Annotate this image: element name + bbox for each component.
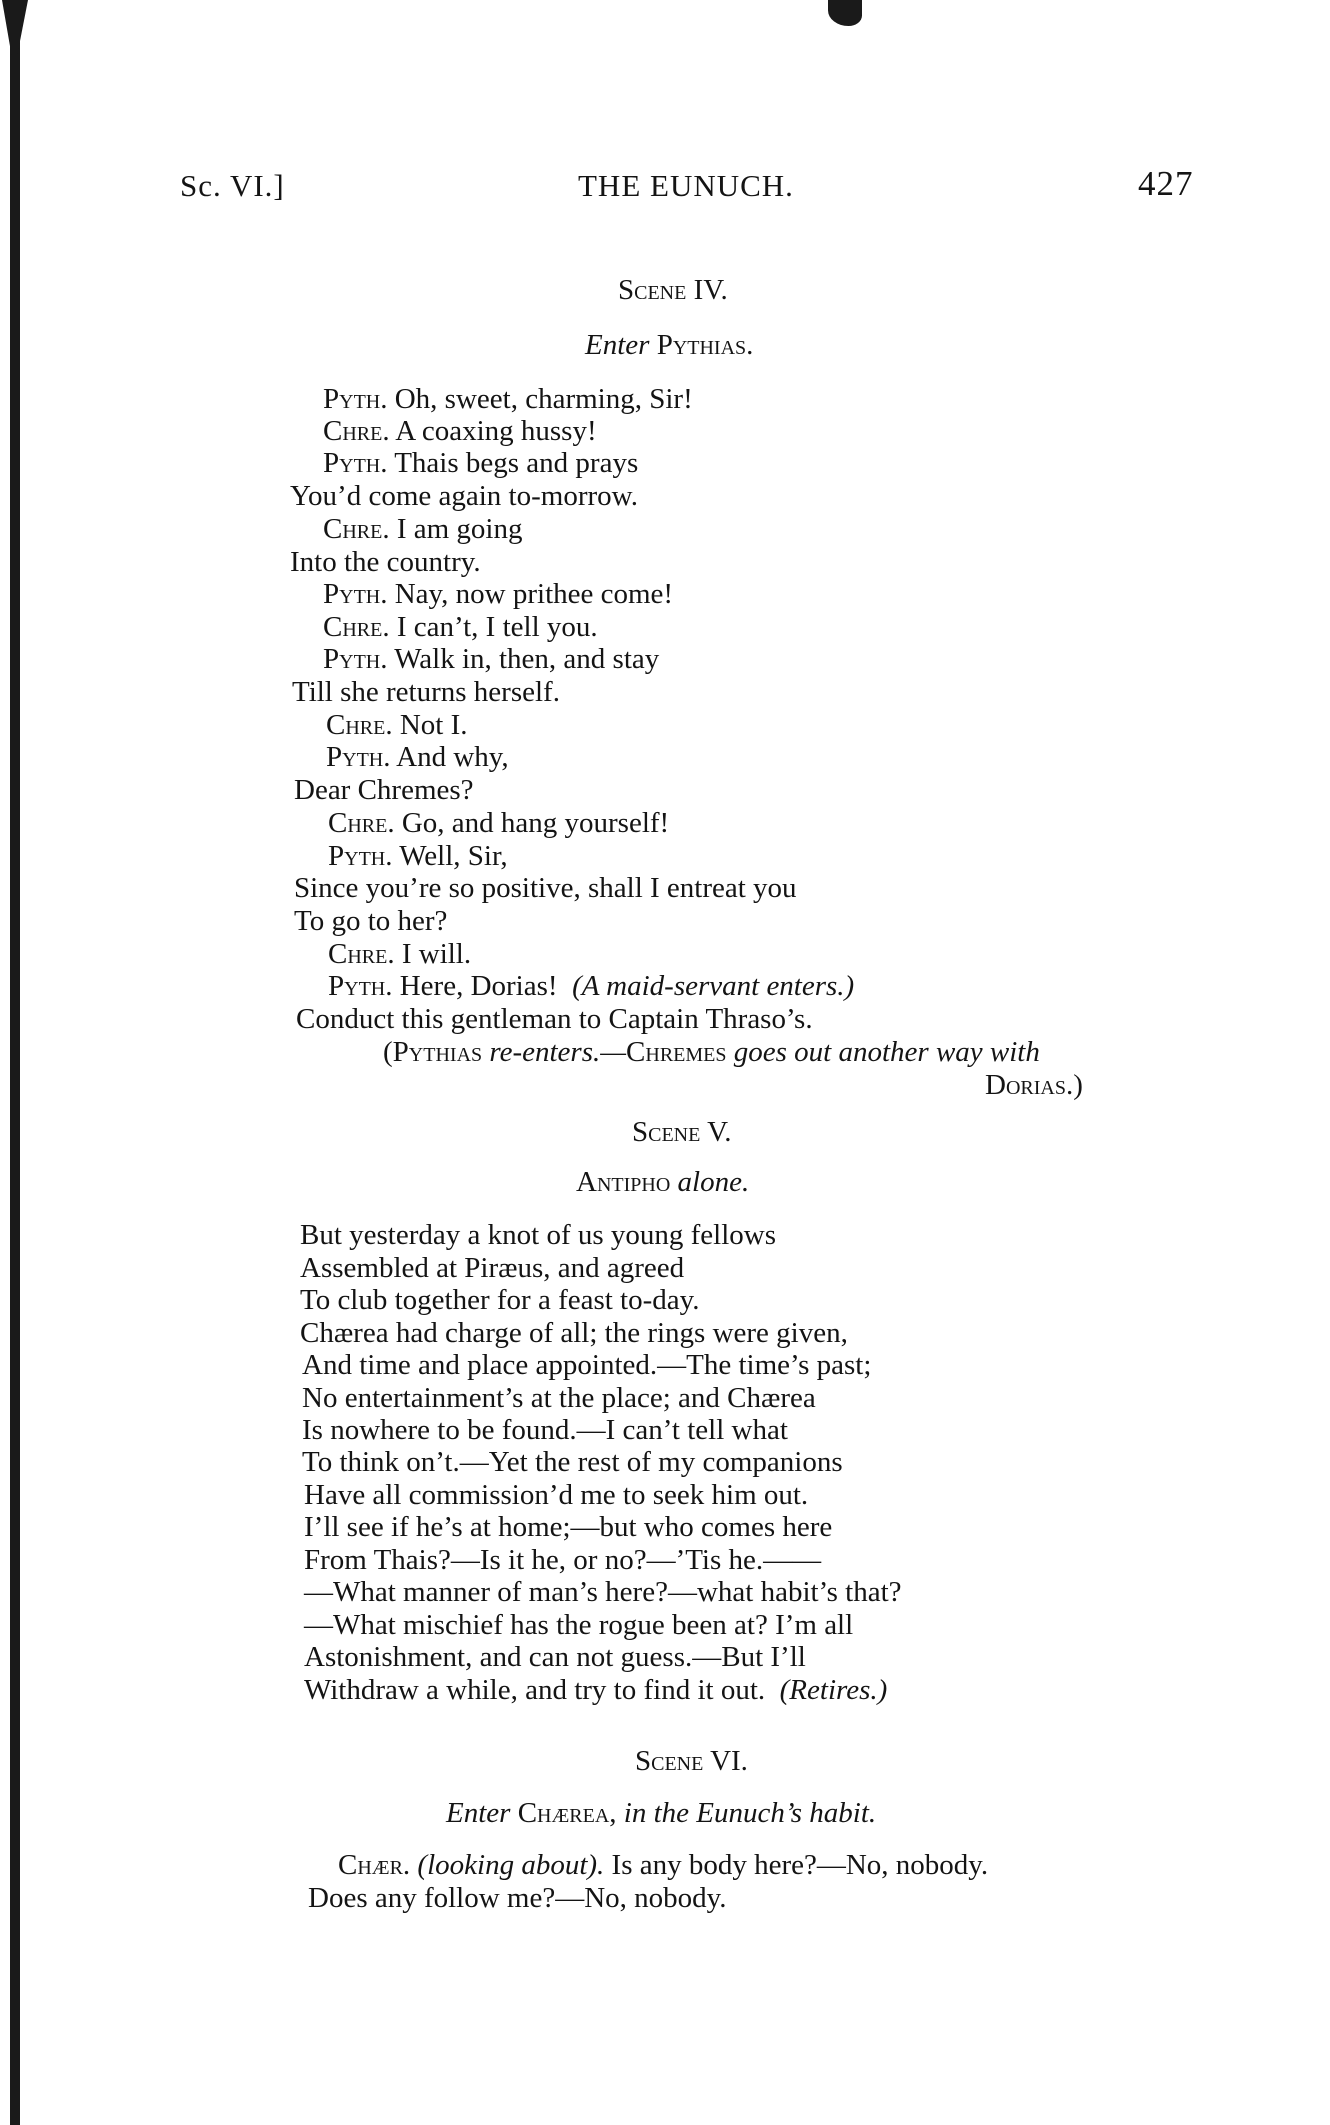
dialogue-line xyxy=(323,515,523,544)
speaker: Pyth. xyxy=(323,383,388,415)
dialogue-line xyxy=(323,645,659,674)
running-head-section: Sc. VI.] xyxy=(180,168,285,203)
verse-line: Have all commission’d me to seek him out. xyxy=(304,1479,809,1511)
dialogue-line xyxy=(323,580,673,609)
dialogue-line: Conduct this gentleman to Captain Thraso’s. xyxy=(296,1003,813,1035)
stage-text: goes out another way with xyxy=(733,1036,1040,1068)
dialogue-line xyxy=(328,940,471,969)
speech: Thais begs and prays xyxy=(394,447,639,479)
dialogue-line xyxy=(323,417,597,446)
speech: I am going xyxy=(396,513,523,545)
speech: Not I. xyxy=(399,709,468,741)
ink-blot xyxy=(828,0,862,26)
verse-line: From Thais?—Is it he, or no?—’Tis he.—— xyxy=(304,1544,822,1576)
dialogue-line: Into the country. xyxy=(290,546,481,578)
speech: Well, Sir, xyxy=(399,840,508,872)
verse-line xyxy=(304,1676,887,1705)
dialogue-line: Till she returns herself. xyxy=(292,676,560,708)
speech: Go, and hang yourself! xyxy=(401,807,670,839)
dialogue-line xyxy=(323,385,693,414)
dialogue-line xyxy=(323,449,638,478)
running-head-title: THE EUNUCH. xyxy=(578,168,794,203)
scene-heading: Scene IV. xyxy=(618,274,728,306)
verse-line: To club together for a feast to-day. xyxy=(300,1284,700,1316)
speech: And why, xyxy=(396,741,509,773)
stage-enter: Enter xyxy=(446,1797,511,1829)
verse-line: —What manner of man’s here?—what habit’s that? xyxy=(304,1576,902,1608)
stage-character: Chremes xyxy=(626,1036,727,1068)
dialogue-line: To go to her? xyxy=(294,905,448,937)
speaker: Chre. xyxy=(328,807,395,839)
stage-text: re-enters.— xyxy=(489,1036,627,1068)
speech: Is any body here?—No, nobody. xyxy=(611,1849,989,1881)
verse-line: No entertainment’s at the place; and Chærea xyxy=(302,1382,816,1414)
speaker: Chre. xyxy=(323,513,390,545)
speaker: Pyth. xyxy=(328,970,393,1002)
speech: I will. xyxy=(401,938,472,970)
stage-character: Chærea, xyxy=(517,1797,617,1829)
verse-line: Assembled at Piræus, and agreed xyxy=(300,1252,685,1284)
speaker: Pyth. xyxy=(326,741,391,773)
verse-line: Chærea had charge of all; the rings were given, xyxy=(300,1317,848,1349)
dialogue-line: Since you’re so positive, shall I entreat you xyxy=(294,872,797,904)
speech: I can’t, I tell you. xyxy=(396,611,598,643)
binding-edge xyxy=(10,0,20,2125)
verse-text: Withdraw a while, and try to find it out. xyxy=(304,1674,766,1706)
dialogue-line xyxy=(326,743,509,772)
speaker: Pyth. xyxy=(328,840,393,872)
stage-aside: (Retires.) xyxy=(779,1674,888,1706)
dialogue-line: Does any follow me?—No, nobody. xyxy=(308,1882,727,1914)
speaker: Chre. xyxy=(328,938,395,970)
dialogue-line xyxy=(328,842,508,871)
scene-heading: Scene V. xyxy=(632,1116,732,1148)
speaker: Chre. xyxy=(326,709,393,741)
speech: Walk in, then, and stay xyxy=(394,643,660,675)
dialogue-line: You’d come again to-morrow. xyxy=(290,480,638,512)
scene-heading: Scene VI. xyxy=(635,1745,748,1777)
verse-line: And time and place appointed.—The time’s past; xyxy=(302,1349,872,1381)
stage-direction xyxy=(585,331,753,360)
stage-text: in the Eunuch’s habit. xyxy=(623,1797,877,1829)
dialogue-line xyxy=(328,809,669,838)
verse-line: I’ll see if he’s at home;—but who comes here xyxy=(304,1511,833,1543)
verse-line: —What mischief has the rogue been at? I’m all xyxy=(304,1609,854,1641)
dialogue-line xyxy=(326,711,468,740)
stage-direction xyxy=(576,1168,749,1197)
verse-line: But yesterday a knot of us young fellows xyxy=(300,1219,777,1251)
stage-enter: Enter xyxy=(585,329,650,361)
dialogue-line xyxy=(338,1851,988,1880)
speaker: Chre. xyxy=(323,415,390,447)
speaker: Chre. xyxy=(323,611,390,643)
speech: Here, Dorias! xyxy=(399,970,558,1002)
dialogue-line xyxy=(323,613,598,642)
speaker: Pyth. xyxy=(323,578,388,610)
speech: A coaxing hussy! xyxy=(395,415,597,447)
page-number: 427 xyxy=(1138,164,1194,203)
stage-aside: (A maid-servant enters.) xyxy=(572,970,855,1002)
stage-direction-continued: Dorias.) xyxy=(985,1069,1083,1101)
verse-line: To think on’t.—Yet the rest of my companions xyxy=(302,1446,843,1478)
stage-direction xyxy=(383,1038,1040,1067)
speech: Nay, now prithee come! xyxy=(394,578,674,610)
stage-character: Pythias xyxy=(392,1036,483,1068)
stage-character: Antipho xyxy=(576,1166,671,1198)
stage-aside: (looking about). xyxy=(417,1849,605,1881)
dialogue-line: Dear Chremes? xyxy=(294,774,474,806)
speaker: Pyth. xyxy=(323,643,388,675)
speaker: Chær. xyxy=(338,1849,411,1881)
speaker: Pyth. xyxy=(323,447,388,479)
stage-direction xyxy=(446,1799,876,1828)
verse-line: Is nowhere to be found.—I can’t tell what xyxy=(302,1414,788,1446)
verse-line: Astonishment, and can not guess.—But I’ll xyxy=(304,1641,806,1673)
exit-open: ( xyxy=(383,1036,393,1068)
stage-text: alone. xyxy=(677,1166,750,1198)
dialogue-line xyxy=(328,972,854,1001)
speech: Oh, sweet, charming, Sir! xyxy=(394,383,693,415)
stage-character: Pythias. xyxy=(656,329,754,361)
